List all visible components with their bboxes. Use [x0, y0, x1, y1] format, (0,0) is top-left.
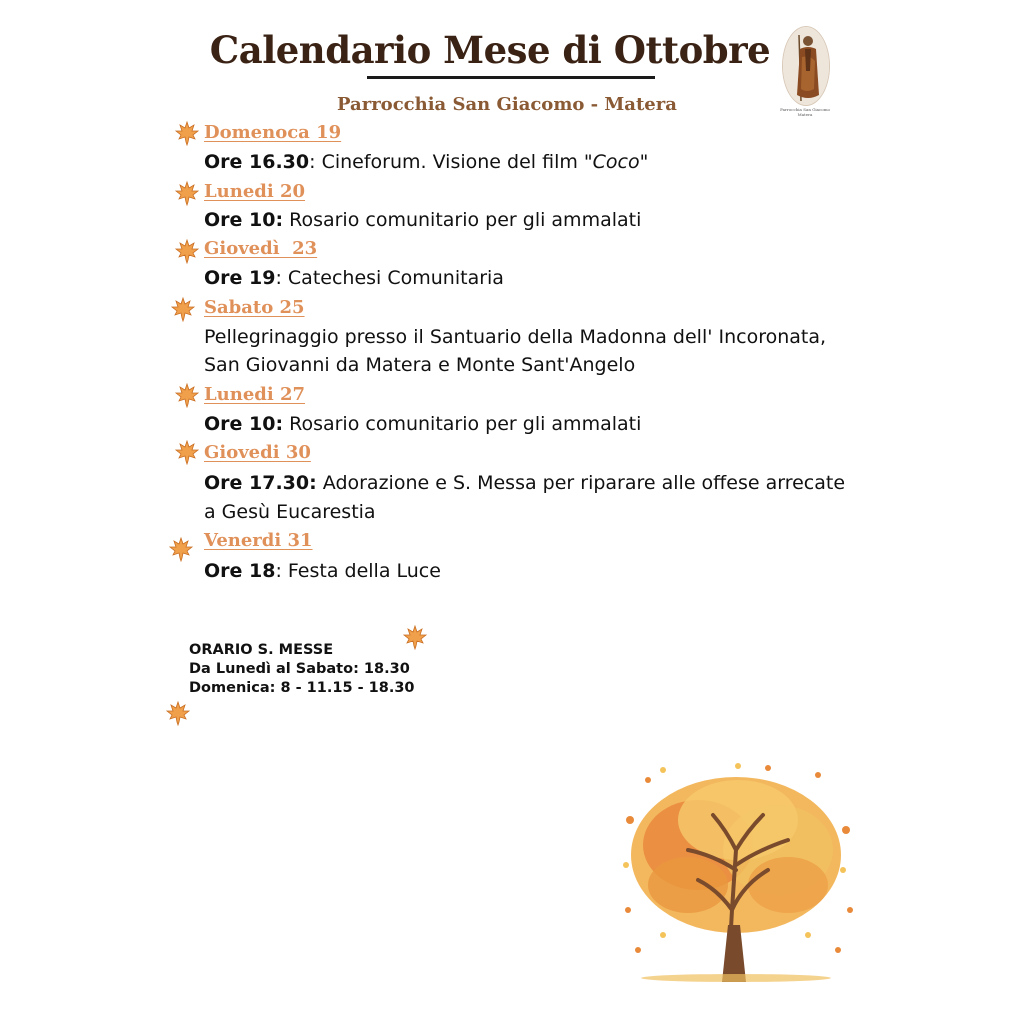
mass-schedule-heading: ORARIO S. MESSE	[189, 642, 334, 658]
event-description	[204, 557, 441, 586]
event-description	[204, 264, 504, 293]
event-description	[204, 206, 641, 235]
parish-subtitle: Parrocchia San Giacomo - Matera	[337, 94, 677, 115]
mass-schedule-sunday: Domenica: 8 - 11.15 - 18.30	[189, 680, 415, 696]
maple-leaf-icon	[174, 180, 200, 206]
event-text: Rosario comunitario per gli ammalati	[283, 209, 642, 231]
page-title: Calendario Mese di Ottobre	[209, 28, 771, 72]
event-day-heading: Venerdi 31	[204, 530, 313, 551]
maple-leaf-icon	[174, 238, 200, 264]
event-day-heading: Giovedì 23	[204, 238, 318, 259]
event-description	[204, 148, 648, 177]
maple-leaf-icon	[165, 700, 191, 726]
saint-james-logo-icon	[782, 26, 830, 106]
event-text: : Catechesi Comunitaria	[275, 267, 504, 289]
event-time: Ore 19	[204, 267, 276, 289]
event-description-line-1	[204, 469, 845, 498]
logo-caption: Parrocchia San Giacomo Matera	[780, 107, 830, 117]
event-time: Ore 17.30:	[204, 472, 317, 494]
event-text-end: "	[639, 151, 649, 173]
event-day-heading: Sabato 25	[204, 297, 305, 318]
maple-leaf-icon	[170, 296, 196, 322]
event-day-heading: Giovedi 30	[204, 442, 311, 463]
title-underline	[367, 76, 655, 79]
maple-leaf-icon	[168, 536, 194, 562]
mass-schedule-weekdays: Da Lunedì al Sabato: 18.30	[189, 661, 410, 677]
autumn-tree-illustration	[618, 760, 856, 982]
film-title: Coco	[592, 151, 640, 173]
event-time: Ore 10:	[204, 413, 284, 435]
event-description-line-1: Pellegrinaggio presso il Santuario della Madonna dell' Incoronata,	[204, 326, 827, 348]
maple-leaf-icon	[174, 120, 200, 146]
event-text: Adorazione e S. Messa per riparare alle offese arrecate	[316, 472, 846, 494]
event-day-heading: Lunedi 27	[204, 384, 306, 405]
event-day-heading: Domenoca 19	[204, 122, 342, 143]
event-time: Ore 18	[204, 560, 276, 582]
mass-schedule	[189, 641, 415, 698]
event-text: : Festa della Luce	[275, 560, 441, 582]
event-day-heading: Lunedi 20	[204, 181, 306, 202]
event-description	[204, 410, 641, 439]
event-description-line-2: a Gesù Eucarestia	[204, 501, 376, 523]
maple-leaf-icon	[174, 382, 200, 408]
parish-logo	[778, 26, 832, 118]
event-text: Rosario comunitario per gli ammalati	[283, 413, 642, 435]
event-time: Ore 16.30	[204, 151, 310, 173]
event-description-line-2: San Giovanni da Matera e Monte Sant'Angelo	[204, 354, 636, 376]
event-time: Ore 10:	[204, 209, 284, 231]
maple-leaf-icon	[174, 439, 200, 465]
event-text: : Cineforum. Visione del film "	[309, 151, 593, 173]
